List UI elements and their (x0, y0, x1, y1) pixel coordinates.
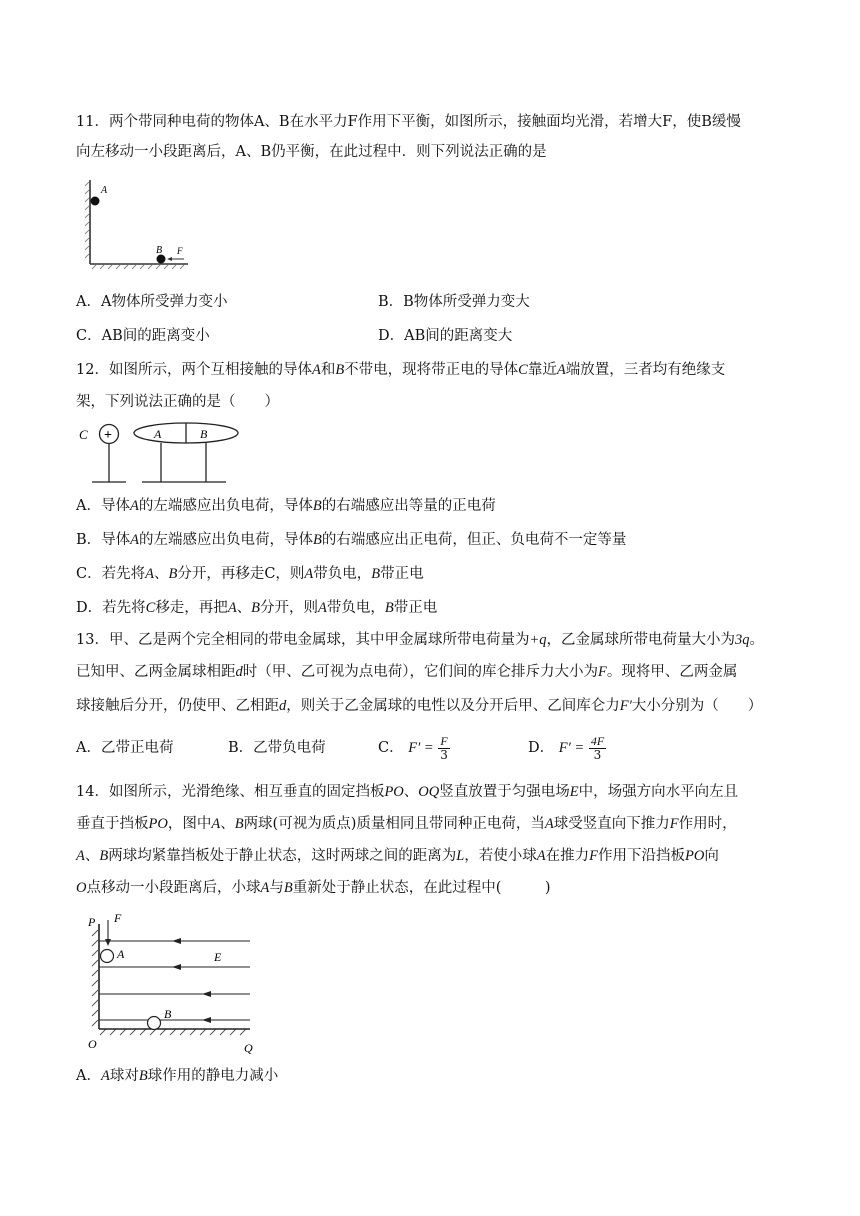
q14-stem-line4: O点移动一小段距离后，小球A与B重新处于静止状态，在此过程中( ) (76, 880, 551, 896)
q14-label-o: O (88, 1037, 97, 1051)
q12-option-a: A．导体A的左端感应出负电荷，导体B的右端感应出等量的正电荷 (76, 498, 496, 514)
q14-stem-line1: 14．如图所示，光滑绝缘、相互垂直的固定挡板PO、OQ竖直放置于匀强电场E中，场强方向水平向左且 (76, 784, 739, 800)
svg-text:+: + (104, 428, 112, 443)
q14-label-e: E (214, 950, 222, 964)
q14-ball-a (101, 950, 114, 963)
q13-stem-line1: 13．甲、乙是两个完全相同的带电金属球，其中甲金属球所带电荷量为+q，乙金属球所带电荷量大小为3q。 (76, 632, 764, 648)
q14-ball-b (148, 1017, 161, 1030)
q14-label-b: B (164, 1007, 172, 1021)
q14-stem-line2: 垂直于挡板PO，图中A、B两球(可视为质点)质量相同且带同种正电荷，当A球受竖直向下推力F作用时， (76, 816, 737, 832)
q11-figure (80, 178, 200, 274)
q13-stem-line3: 球接触后分开，仍使甲、乙相距d，则关于乙金属球的电性以及分开后甲、乙间库仑力F′大小分别为（ ） (76, 698, 763, 714)
q13-option-b: B．乙带负电荷 (228, 740, 326, 756)
q11-label-f: F (177, 246, 183, 256)
q13-stem-line2: 已知甲、乙两金属球相距d时（甲、乙可视为点电荷），它们间的库仑排斥力大小为F。现将甲、乙两金属 (76, 664, 738, 680)
q13-option-c: C． F′ = $\frac{F}{3}$ (378, 733, 448, 762)
q12-label-a: A (154, 427, 162, 441)
q14-stem-line3: A、B两球均紧靠挡板处于静止状态，这时两球之间的距离为L，若使小球A在推力F作用下沿挡板PO向 (76, 848, 719, 864)
q12-option-b: B．导体A的左端感应出负电荷，导体B的右端感应出正电荷，但正、负电荷不一定等量 (76, 532, 627, 548)
q12-option-d: D．若先将C移走，再把A、B分开，则A带负电，B带正电 (76, 600, 438, 616)
q14-label-q: Q (244, 1041, 253, 1055)
q11-option-d: D．AB间的距离变大 (378, 328, 513, 344)
q13-option-a: A．乙带正电荷 (76, 740, 174, 756)
q11-option-a: A．A物体所受弹力变小 (76, 294, 228, 310)
q12-label-b: B (200, 427, 208, 441)
q14-option-a: A．A球对B球作用的静电力减小 (76, 1068, 279, 1084)
q12-option-c: C．若先将A、B分开，再移走C，则A带负电，B带正电 (76, 566, 424, 582)
q11-ball-a (91, 197, 100, 206)
q11-option-c: C．AB间的距离变小 (76, 328, 210, 344)
q14-label-a: A (117, 947, 125, 961)
q11-label-a: A (101, 185, 108, 196)
q11-stem-line1: 11．两个带同种电荷的物体A、B在水平力F作用下平衡，如图所示，接触面均光滑，若增大F，使B缓慢 (76, 114, 741, 130)
q14-label-f: F (114, 911, 122, 925)
q11-option-b: B．B物体所受弹力变大 (378, 294, 530, 310)
q14-figure (84, 908, 274, 1058)
q12-stem-line2: 架，下列说法正确的是（ ） (76, 394, 279, 410)
q12-figure (78, 420, 248, 490)
q12-stem-line1: 12．如图所示，两个互相接触的导体A和B不带电，现将带正电的导体C靠近A端放置，三者均有绝缘支 (76, 362, 726, 378)
q11-label-b: B (156, 245, 163, 256)
q13-option-d: D． F′ = $\frac{4F}{3}$ (528, 733, 605, 762)
q11-stem-line2: 向左移动一小段距离后，A、B仍平衡，在此过程中．则下列说法正确的是 (76, 144, 547, 160)
q14-label-p: P (88, 915, 96, 929)
q12-label-c: C (79, 427, 88, 442)
